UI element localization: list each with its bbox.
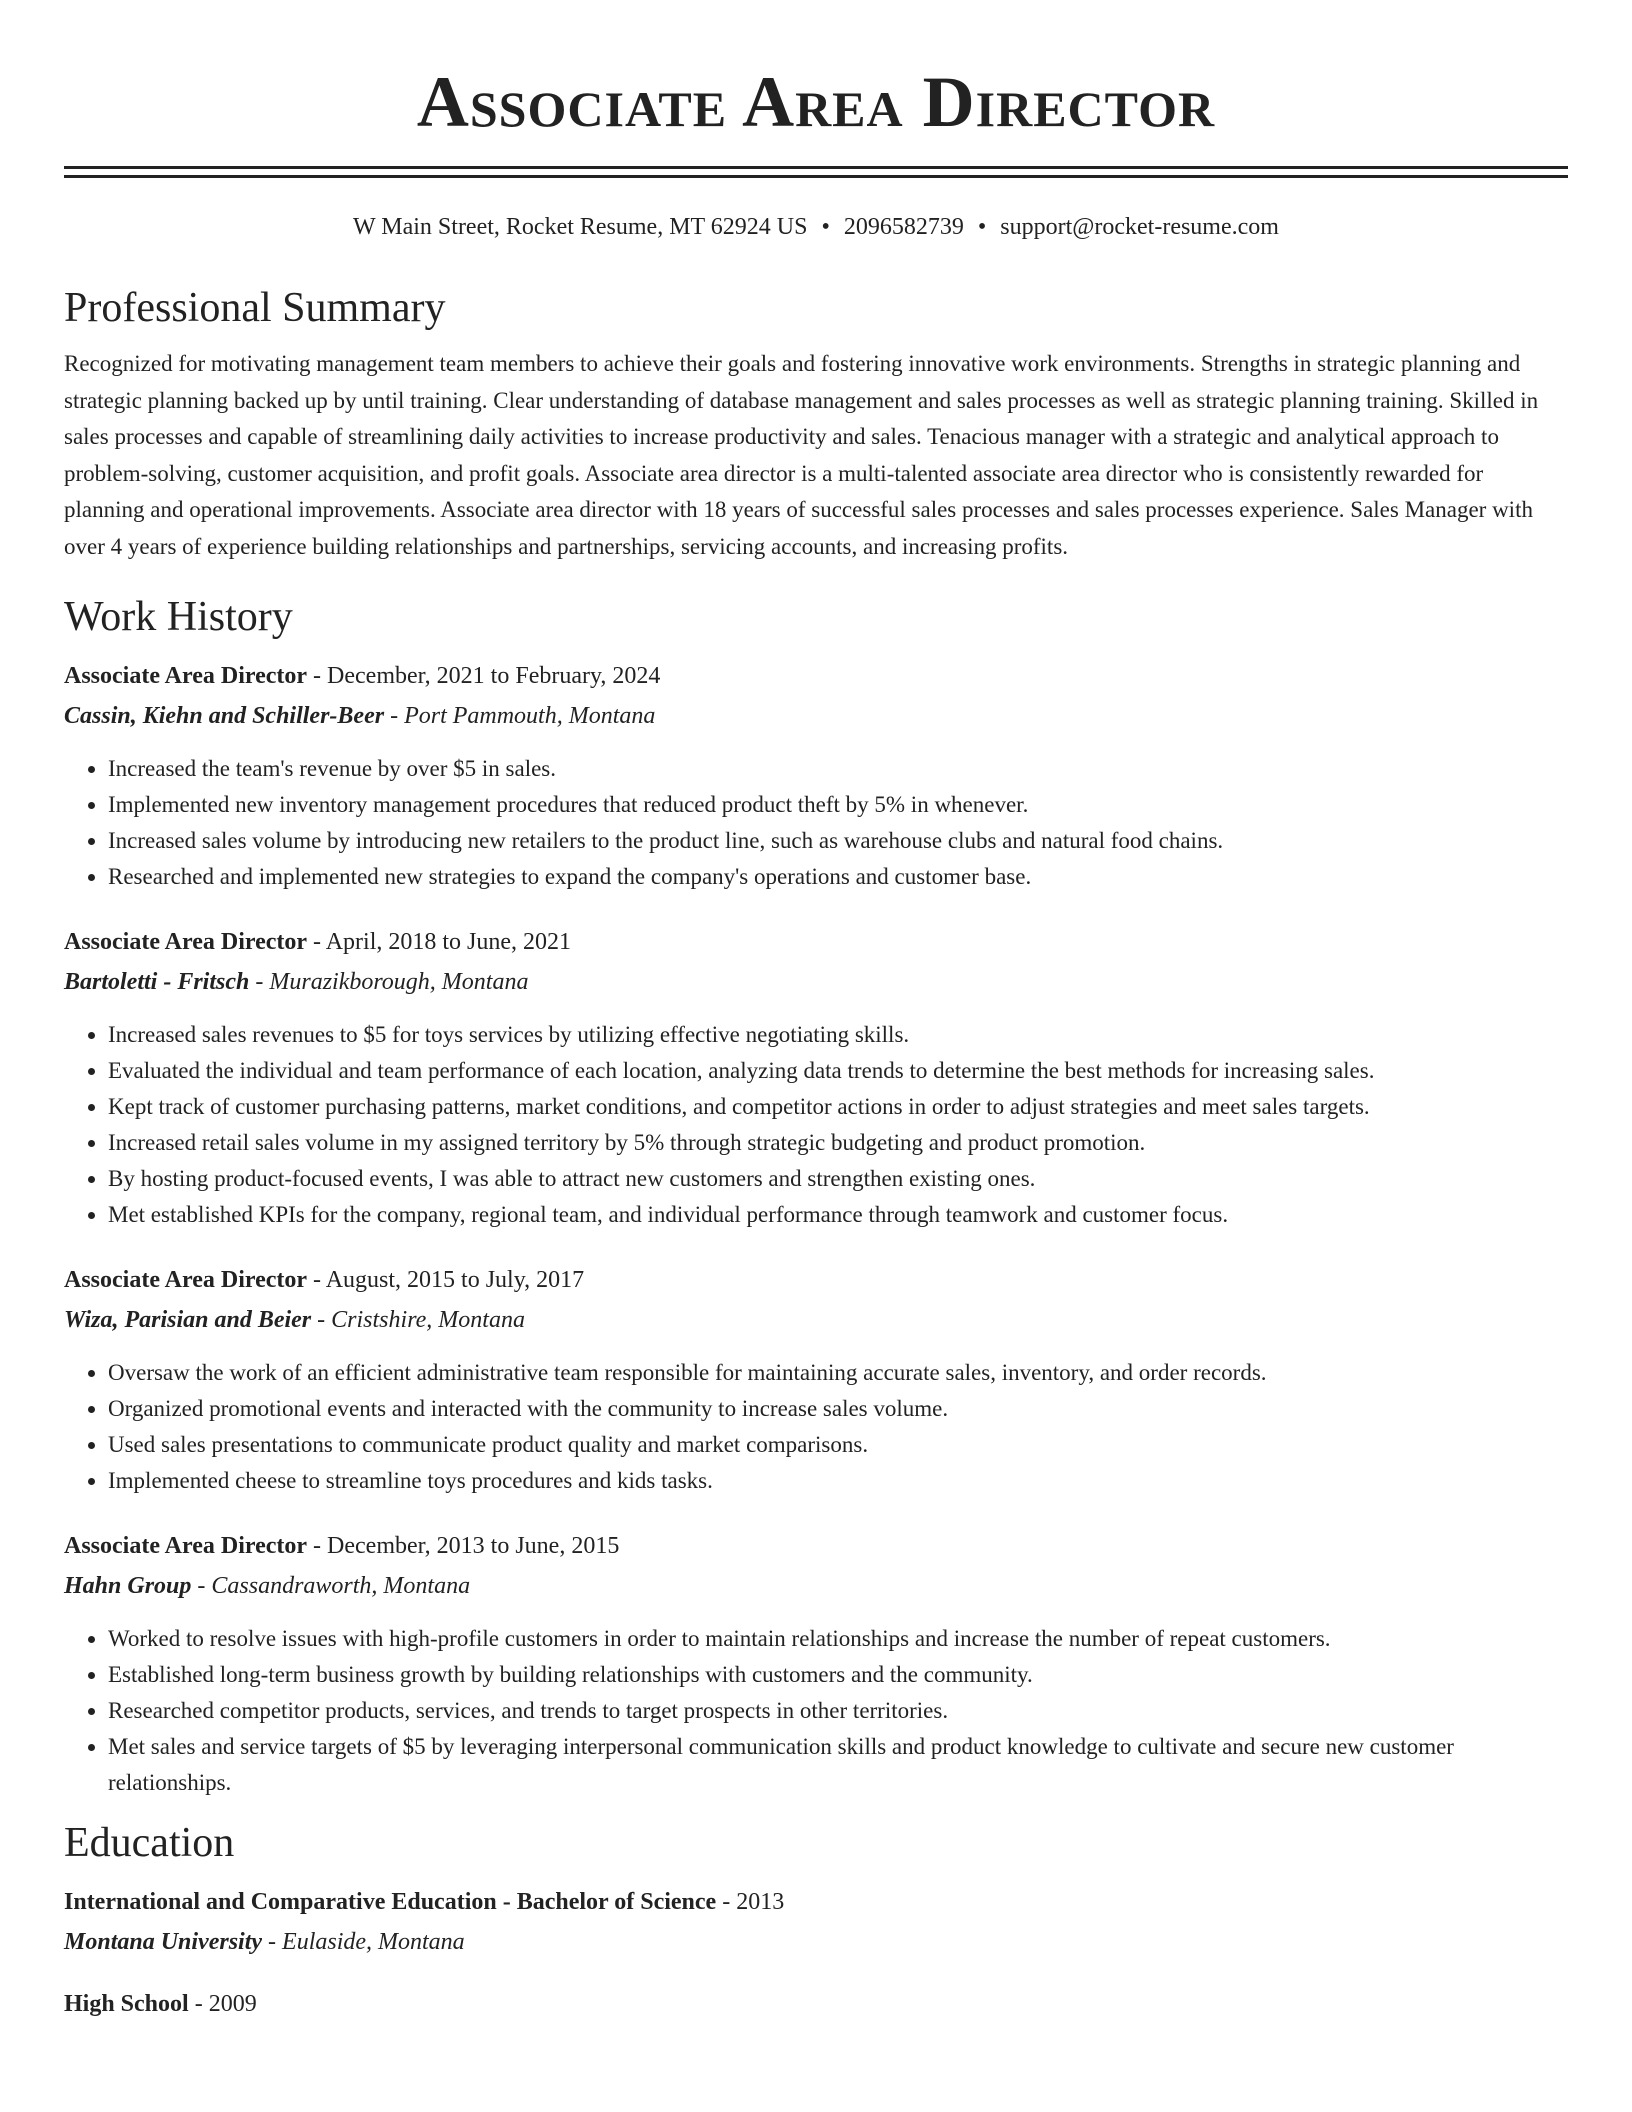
job-company: Bartoletti - Fritsch xyxy=(64,969,250,995)
contact-address: W Main Street, Rocket Resume, MT 62924 US xyxy=(353,214,808,240)
job-dates: December, 2013 to June, 2015 xyxy=(327,1533,620,1559)
list-item: • Met established KPIs for the company, regional team, and individual performance through teamwork and customer focus. xyxy=(108,1197,1568,1233)
job-location: Cassandraworth, Montana xyxy=(211,1573,471,1599)
job-title: Associate Area Director xyxy=(64,929,308,955)
job-entry xyxy=(64,1531,1568,1801)
list-item: • Increased sales volume by introducing new retailers to the product line, such as warehouse clubs and natural food chains. xyxy=(108,823,1568,859)
list-item: • Increased retail sales volume in my assigned territory by 5% through strategic budgeting and product promotion. xyxy=(108,1125,1568,1161)
education-dash: - xyxy=(188,1991,209,2017)
contact-email: support@rocket-resume.com xyxy=(1000,214,1279,240)
job-company: Cassin, Kiehn and Schiller-Beer xyxy=(64,703,385,729)
job-company-line xyxy=(64,967,1568,997)
education-year: 2009 xyxy=(208,1991,257,2017)
job-company-line xyxy=(64,1571,1568,1601)
contact-separator: • xyxy=(977,214,987,240)
job-header xyxy=(64,1531,1568,1561)
job-company-line xyxy=(64,701,1568,731)
job-company: Hahn Group xyxy=(64,1573,192,1599)
job-dash: - xyxy=(307,1267,326,1293)
job-dash: - xyxy=(307,1533,328,1559)
job-location: Cristshire, Montana xyxy=(331,1307,525,1333)
title-divider-bottom xyxy=(64,175,1568,178)
job-header xyxy=(64,1265,1568,1295)
job-header xyxy=(64,661,1568,691)
education-degree: International and Comparative Education - Bachelor of Science xyxy=(64,1889,717,1915)
job-location: Port Pammouth, Montana xyxy=(404,703,656,729)
education-entry xyxy=(64,1989,1568,2019)
job-dates: December, 2021 to February, 2024 xyxy=(327,663,661,689)
job-title: Associate Area Director xyxy=(64,1533,308,1559)
list-item: • Researched and implemented new strategies to expand the company's operations and customer base. xyxy=(108,859,1568,895)
list-item: • Worked to resolve issues with high-profile customers in order to maintain relationships and increase the number of repeat customers. xyxy=(108,1621,1568,1657)
job-entry xyxy=(64,661,1568,895)
job-bullets xyxy=(64,1355,1568,1499)
list-item: • Researched competitor products, services, and trends to target prospects in other territories. xyxy=(108,1693,1568,1729)
job-dates: April, 2018 to June, 2021 xyxy=(325,929,572,955)
job-dash: - xyxy=(191,1573,212,1599)
job-header xyxy=(64,927,1568,957)
job-dash: - xyxy=(307,663,328,689)
list-item: • Evaluated the individual and team performance of each location, analyzing data trends to determine the best methods for increasing sales. xyxy=(108,1053,1568,1089)
contact-phone: 2096582739 xyxy=(843,214,964,240)
job-company: Wiza, Parisian and Beier xyxy=(64,1307,312,1333)
education-heading: Education xyxy=(64,1820,235,1866)
job-dash: - xyxy=(311,1307,332,1333)
education-dash: - xyxy=(262,1929,283,1955)
list-item: • Increased the team's revenue by over $5 in sales. xyxy=(108,751,1568,787)
summary-text: Recognized for motivating management team members to achieve their goals and fostering innovative work environments. Strengths in strategic planning and strategic planning backed up by until training. Clear understanding of database management and sales processes as well as strategic planning training. Skilled in sales processes and capable of streamlining daily activities to increase productivity and sales. Tenacious manager with a strategic and analytical approach to problem-solving, customer acquisition, and profit goals. Associate area director is a multi-talented associate area director who is consistently rewarded for planning and operational improvements. Associate area director with 18 years of successful sales processes and sales processes experience. Sales Manager with over 4 years of experience building relationships and partnerships, servicing accounts, and increasing profits. xyxy=(64,351,1539,559)
list-item: • Increased sales revenues to $5 for toys services by utilizing effective negotiating skills. xyxy=(108,1017,1568,1053)
education-location: Eulaside, Montana xyxy=(282,1929,465,1955)
list-item: • Kept track of customer purchasing patterns, market conditions, and competitor actions in order to adjust strategies and meet sales targets. xyxy=(108,1089,1568,1125)
education-header xyxy=(64,1887,1568,1917)
job-location: Murazikborough, Montana xyxy=(269,969,529,995)
education-degree: High School xyxy=(64,1991,189,2017)
education-entry xyxy=(64,1887,1568,1957)
education-school-line xyxy=(64,1927,1568,1957)
list-item: • By hosting product-focused events, I was able to attract new customers and strengthen existing ones. xyxy=(108,1161,1568,1197)
list-item: • Organized promotional events and interacted with the community to increase sales volume. xyxy=(108,1391,1568,1427)
job-bullets xyxy=(64,1017,1568,1233)
summary-heading: Professional Summary xyxy=(64,285,446,331)
education-school: Montana University xyxy=(64,1929,263,1955)
contact-separator: • xyxy=(821,214,830,240)
job-title: Associate Area Director xyxy=(64,1267,308,1293)
job-dash: - xyxy=(384,703,405,729)
job-dates: August, 2015 to July, 2017 xyxy=(325,1267,585,1293)
title-divider-top xyxy=(64,166,1568,169)
education-header xyxy=(64,1989,1568,2019)
list-item: • Oversaw the work of an efficient administrative team responsible for maintaining accurate sales, inventory, and order records. xyxy=(108,1355,1568,1391)
job-bullets xyxy=(64,1621,1568,1801)
job-entry xyxy=(64,1265,1568,1499)
education-year: 2013 xyxy=(736,1889,785,1915)
job-dash: - xyxy=(249,969,270,995)
education-dash: - xyxy=(716,1889,737,1915)
list-item: • Established long-term business growth by building relationships with customers and the community. xyxy=(108,1657,1568,1693)
resume-title: Associate Area Director xyxy=(416,62,1216,142)
contact-line xyxy=(64,212,1568,242)
job-company-line xyxy=(64,1305,1568,1335)
list-item: • Implemented new inventory management procedures that reduced product theft by 5% in whenever. xyxy=(108,787,1568,823)
list-item: • Used sales presentations to communicate product quality and market comparisons. xyxy=(108,1427,1568,1463)
work-history-heading: Work History xyxy=(64,594,293,640)
job-title: Associate Area Director xyxy=(64,663,308,689)
job-entry xyxy=(64,927,1568,1233)
list-item: • Met sales and service targets of $5 by leveraging interpersonal communication skills and product knowledge to cultivate and secure new customer relationships. xyxy=(108,1729,1568,1801)
job-dash: - xyxy=(307,929,326,955)
list-item: • Implemented cheese to streamline toys procedures and kids tasks. xyxy=(108,1463,1568,1499)
job-bullets xyxy=(64,751,1568,895)
